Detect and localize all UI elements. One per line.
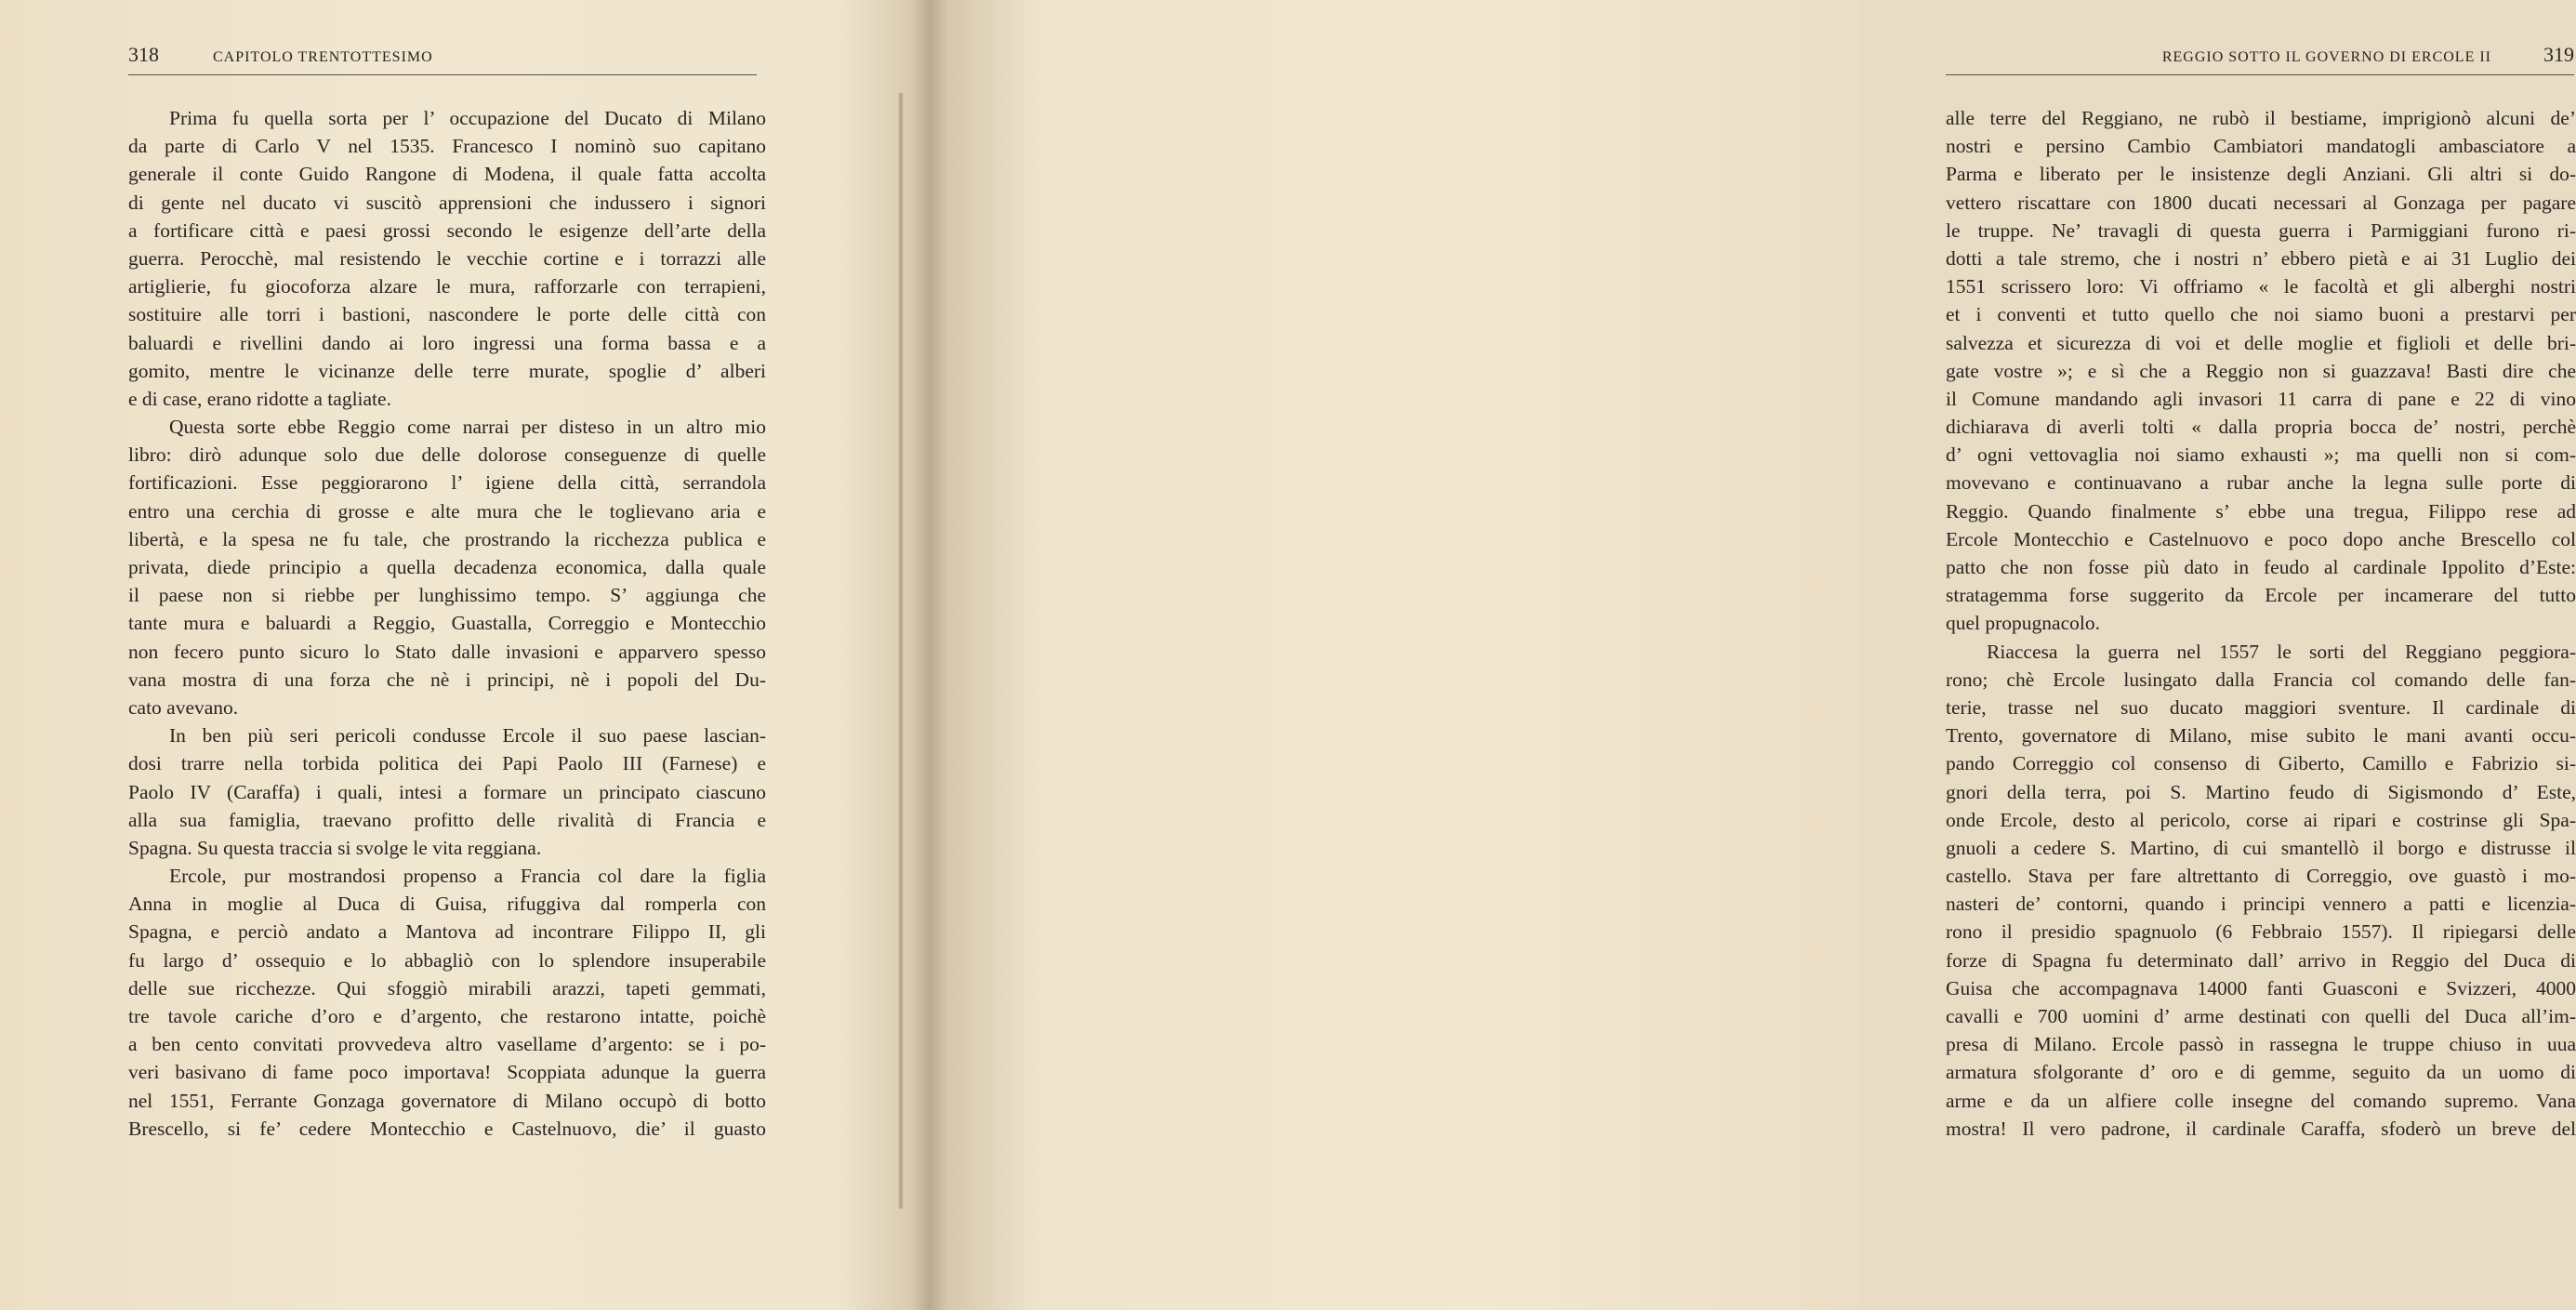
text-line: libertà, e la spesa ne fu tale, che prostrando la ricchezza publica e xyxy=(128,527,766,550)
text-line: Spagna. Su questa traccia si svolge le vita reggiana. xyxy=(128,836,542,859)
text-line: entro una cerchia di grosse e alte mura che le toglievano aria e xyxy=(128,499,766,523)
text-line: Parma e liberato per le insistenze degli Anziani. Gli altri si do- xyxy=(1946,163,2576,186)
text-line: presa di Milano. Ercole passò in rassegna le truppe chiuso in uua xyxy=(1946,1033,2576,1056)
text-line: movevano e continuavano a rubar anche la legna sulle porte di xyxy=(1946,471,2576,495)
text-line: patto che non fosse più dato in feudo al cardinale Ippolito d’Este: xyxy=(1946,556,2576,578)
text-line: il Comune mandando agli invasori 11 carra di pane e 22 di vino xyxy=(1946,387,2576,410)
text-line: 1551 scrissero loro: Vi offriamo « le facoltà et gli alberghi nostri xyxy=(1946,275,2576,298)
text-line: alla sua famiglia, traevano profitto delle rivalità di Francia e xyxy=(128,808,766,831)
left-page xyxy=(0,0,916,1310)
text-line: il paese non si riebbe per lunghissimo tempo. S’ aggiunga che xyxy=(128,584,766,607)
text-line: non fecero punto sicuro lo Stato dalle invasioni e apparvero spesso xyxy=(128,640,766,663)
text-line: le truppe. Ne’ travagli di questa guerra i Parmiggiani furono ri- xyxy=(1946,218,2576,242)
right-page-header xyxy=(1946,43,2574,74)
left-page-number: 318 xyxy=(128,43,159,66)
text-line: In ben più seri pericoli condusse Ercole il suo paese lascian- xyxy=(169,724,766,748)
text-line: veri basivano di fame poco importava! Scoppiata adunque la guerra xyxy=(128,1061,766,1084)
text-line: Ercole, pur mostrandosi propenso a Francia col dare la figlia xyxy=(169,865,766,888)
text-line: gnori della terra, poi S. Martino feudo di Sigismondo d’ Este, xyxy=(1946,780,2576,803)
text-line: armatura sfolgorante d’ oro e di gemme, seguito da un uomo di xyxy=(1946,1061,2576,1084)
text-line: cavalli e 700 uomini d’ arme destinati con quelli del Duca all’im- xyxy=(1946,1005,2576,1027)
text-line: Riaccesa la guerra nel 1557 le sorti del Reggiano peggiora- xyxy=(1987,640,2576,663)
right-running-head: REGGIO SOTTO IL GOVERNO DI ERCOLE II xyxy=(2161,49,2491,65)
text-line: a fortificare città e paesi grossi secondo le esigenze dell’arte della xyxy=(128,218,766,242)
text-line: nostri e persino Cambio Cambiatori mandatogli ambasciatore a xyxy=(1946,135,2576,158)
text-line: vana mostra di una forza che nè i principi, nè i popoli del Du- xyxy=(128,668,766,691)
right-page xyxy=(916,0,2576,1310)
text-line: artiglierie, fu giocoforza alzare le mura, rafforzarle con terrapieni, xyxy=(128,275,766,298)
text-line: da parte di Carlo V nel 1535. Francesco I nominò suo capitano xyxy=(128,135,766,158)
text-line: rono il presidio spagnuolo (6 Febbraio 1557). Il ripiegarsi delle xyxy=(1946,920,2576,944)
text-line: a ben cento convitati provvedeva altro vasellame d’argento: se i po- xyxy=(128,1033,766,1056)
text-line: salvezza et sicurezza di voi et delle moglie et figlioli et delle bri- xyxy=(1946,331,2576,354)
text-line: privata, diede principio a quella decadenza economica, dalla quale xyxy=(128,556,766,578)
text-line: rono; chè Ercole lusingato dalla Francia col comando delle fan- xyxy=(1946,668,2576,691)
text-line: quel propugnacolo. xyxy=(1946,612,2100,635)
text-line: onde Ercole, desto al pericolo, corse ai ripari e costrinse gli Spa- xyxy=(1946,808,2576,831)
text-line: dosi trarre nella torbida politica dei Papi Paolo III (Farnese) e xyxy=(128,752,766,775)
right-page-body xyxy=(1946,104,2576,1143)
text-line: gate vostre »; e sì che a Reggio non si guazzava! Basti dire che xyxy=(1946,359,2576,382)
text-line: dichiarava di averli tolti « dalla propria bocca de’ nostri, perchè xyxy=(1946,416,2576,439)
text-line: alle terre del Reggiano, ne rubò il bestiame, imprigionò alcuni de’ xyxy=(1946,107,2576,129)
left-page-header xyxy=(128,43,757,74)
left-page-body xyxy=(128,104,766,1143)
text-line: sostituire alle torri i bastioni, nascondere le porte delle città con xyxy=(128,303,766,326)
text-line: et i conventi et tutto quello che noi siamo buoni a prestarvi per xyxy=(1946,303,2576,326)
text-line: d’ ogni vettovaglia noi siamo exhausti »; ma quelli non si com- xyxy=(1946,443,2576,467)
left-header-rule xyxy=(128,74,757,75)
text-line: stratagemma forse suggerito da Ercole per incamerare del tutto xyxy=(1946,584,2576,607)
right-header-rule xyxy=(1946,74,2574,75)
text-line: terie, trasse nel suo ducato maggiori sventure. Il cardinale di xyxy=(1946,695,2576,719)
text-line: fortificazioni. Esse peggiorarono l’ igiene della città, serrandola xyxy=(128,471,766,495)
text-line: Brescello, si fe’ cedere Montecchio e Castelnuovo, die’ il guasto xyxy=(128,1117,766,1140)
text-line: Anna in moglie al Duca di Guisa, rifuggiva dal romperla con xyxy=(128,893,766,916)
text-line: guerra. Perocchè, mal resistendo le vecchie cortine e i torrazzi alle xyxy=(128,246,766,270)
text-line: tante mura e baluardi a Reggio, Guastalla, Correggio e Montecchio xyxy=(128,612,766,635)
text-line: Reggio. Quando finalmente s’ ebbe una tregua, Filippo rese ad xyxy=(1946,499,2576,523)
text-line: nasteri de’ contorni, quando i principi vennero a patti e licenzia- xyxy=(1946,893,2576,916)
text-line: Questa sorte ebbe Reggio come narrai per disteso in un altro mio xyxy=(169,416,766,439)
text-line: di gente nel ducato vi suscitò apprensioni che indussero i signori xyxy=(128,191,766,214)
text-line: Guisa che accompagnava 14000 fanti Guasconi e Svizzeri, 4000 xyxy=(1946,976,2576,999)
text-line: Trento, governatore di Milano, mise subito le mani avanti occu- xyxy=(1946,724,2576,748)
text-line: Paolo IV (Caraffa) i quali, intesi a formare un principato ciascuno xyxy=(128,780,766,803)
text-line: gomito, mentre le vicinanze delle terre murate, spoglie d’ alberi xyxy=(128,359,766,382)
text-line: gnuoli a cedere S. Martino, di cui smantellò il borgo e distrusse il xyxy=(1946,836,2576,859)
text-line: dotti a tale stremo, che i nostri n’ ebbero pietà e ai 31 Luglio dei xyxy=(1946,246,2576,270)
text-line: fu largo d’ ossequio e lo abbagliò con lo splendore insuperabile xyxy=(128,948,766,972)
right-page-number: 319 xyxy=(2543,43,2574,66)
left-running-head: CAPITOLO TRENTOTTESIMO xyxy=(213,49,433,65)
text-line: vettero riscattare con 1800 ducati necessari al Gonzaga per pagare xyxy=(1946,191,2576,214)
text-line: generale il conte Guido Rangone di Modena, il quale fatta accolta xyxy=(128,163,766,186)
text-line: mostra! Il vero padrone, il cardinale Caraffa, sfoderò un breve del xyxy=(1946,1117,2576,1140)
text-line: nel 1551, Ferrante Gonzaga governatore di Milano occupò di botto xyxy=(128,1089,766,1112)
text-line: libro: dirò adunque solo due delle dolorose conseguenze di quelle xyxy=(128,443,766,467)
text-line: castello. Stava per fare altrettanto di Correggio, ove guastò i mo- xyxy=(1946,865,2576,888)
text-line: forze di Spagna fu determinato dall’ arrivo in Reggio del Duca di xyxy=(1946,948,2576,972)
text-line: arme e da un alfiere colle insegne del comando supremo. Vana xyxy=(1946,1089,2576,1112)
text-line: Ercole Montecchio e Castelnuovo e poco dopo anche Brescello col xyxy=(1946,527,2576,550)
text-line: cato avevano. xyxy=(128,695,239,719)
text-line: Spagna, e perciò andato a Mantova ad incontrare Filippo II, gli xyxy=(128,920,766,944)
text-line: pando Correggio col consenso di Giberto, Camillo e Fabrizio si- xyxy=(1946,752,2576,775)
text-line: delle sue ricchezze. Qui sfoggiò mirabili arazzi, tapeti gemmati, xyxy=(128,976,766,999)
text-line: Prima fu quella sorta per l’ occupazione del Ducato di Milano xyxy=(169,107,766,129)
text-line: baluardi e rivellini dando ai loro ingressi una forma bassa e a xyxy=(128,331,766,354)
text-line: tre tavole cariche d’oro e d’argento, che restarono intatte, poichè xyxy=(128,1005,766,1027)
text-line: e di case, erano ridotte a tagliate. xyxy=(128,387,391,410)
